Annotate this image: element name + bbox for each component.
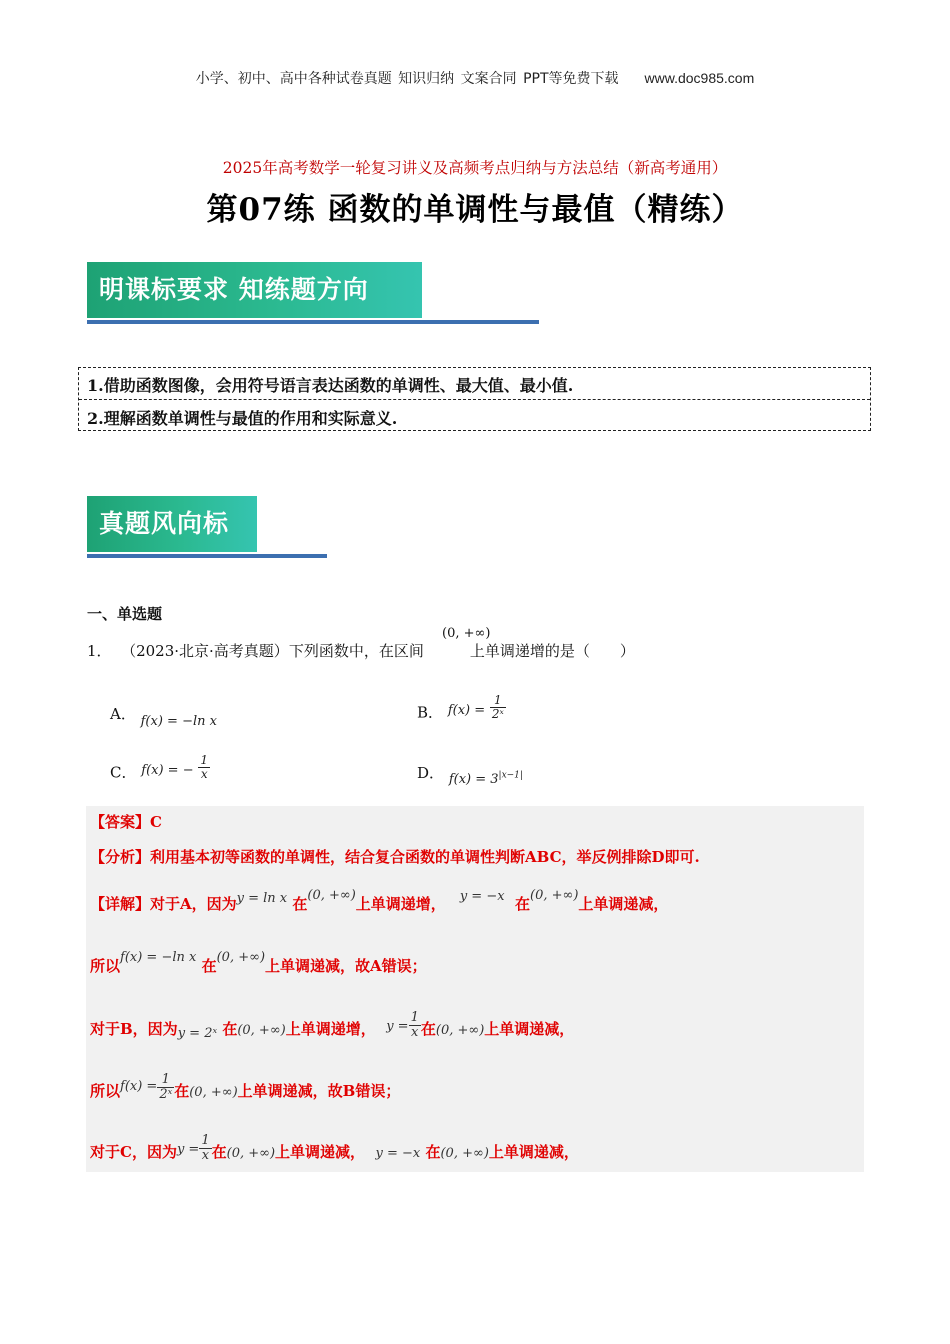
detail-line-c1: 对于C，因为y = $\frac{1}{x}$ 在(0, +∞)上单调递减， y = −x 在(0, +∞)上单调递减， — [90, 1133, 579, 1164]
option-label: C． — [110, 763, 137, 782]
option-b[interactable] — [417, 693, 506, 727]
option-label: D． — [417, 764, 445, 782]
requirement-item: 1.借助函数图像，会用符号语言表达函数的单调性、最大值、最小值. — [87, 376, 574, 395]
question-text-after: 上单调递增的是（ ） — [469, 642, 635, 660]
detail-line-b2: 所以f(x) = $\frac{1}{\text{2ˣ}}$ 在(0, +∞)上单调递减，故B错误； — [90, 1072, 401, 1103]
header-text: 小学、初中、高中各种试卷真题 知识归纳 文案合同 PPT等免费下载 — [195, 71, 619, 87]
option-formula: f(x) = − — [141, 762, 194, 778]
banner-underline — [87, 554, 327, 558]
document-subtitle: 2025年高考数学一轮复习讲义及高频考点归纳与方法总结（新高考通用） — [222, 159, 728, 177]
option-label: A． — [110, 705, 136, 723]
question-source: （2023·北京·高考真题） — [121, 642, 289, 660]
option-label: B． — [417, 703, 444, 722]
section-heading: 一、单选题 — [87, 605, 163, 623]
banner-underline — [87, 320, 539, 324]
banner-exam-trends: 真题风向标 — [87, 496, 257, 552]
option-a[interactable] — [110, 703, 217, 729]
option-fraction: $\frac{1}{x}$ — [200, 753, 209, 782]
detail-line-a2: 所以f(x) = −ln x 在(0, +∞)上单调递减，故A错误； — [90, 950, 427, 975]
header-url[interactable]: www.doc985.com — [644, 70, 755, 86]
option-c[interactable] — [110, 753, 210, 787]
requirement-item: 2.理解函数单调性与最值的作用和实际意义. — [87, 409, 398, 428]
answer-line: 【答案】C — [90, 813, 162, 831]
option-formula: $f(x) = 3^{|x-1|}$ — [448, 770, 523, 787]
question-text-before: 下列函数中，在区间 — [288, 642, 424, 660]
dashed-divider — [79, 399, 870, 400]
option-fraction: $\frac{1}{\text{2ˣ}}$ — [491, 693, 504, 722]
banner-course-requirements: 明课标要求 知练题方向 — [87, 262, 422, 318]
page-header — [0, 68, 950, 88]
option-formula: f(x) = — [447, 702, 486, 718]
option-d[interactable] — [417, 762, 523, 787]
question-interval: (0, +∞) — [442, 626, 491, 641]
document-title: 第07练 函数的单调性与最值（精练） — [206, 192, 744, 228]
question-1 — [87, 626, 635, 661]
question-number: 1． — [87, 642, 112, 660]
option-formula: f(x) = −ln x — [140, 714, 217, 729]
detail-line-a1: 【详解】对于A，因为y = ln x 在(0, +∞)上单调递增， y = −x 在(0, +∞)上单调递减， — [90, 888, 669, 913]
requirements-box — [78, 367, 871, 431]
analysis-line: 【分析】利用基本初等函数的单调性，结合复合函数的单调性判断ABC，举反例排除D即可. — [90, 848, 700, 866]
detail-line-b1: 对于B，因为y = 2ˣ 在(0, +∞)上单调递增， y = $\frac{1}{x}$ 在(0, +∞)上单调递减， — [90, 1010, 575, 1041]
